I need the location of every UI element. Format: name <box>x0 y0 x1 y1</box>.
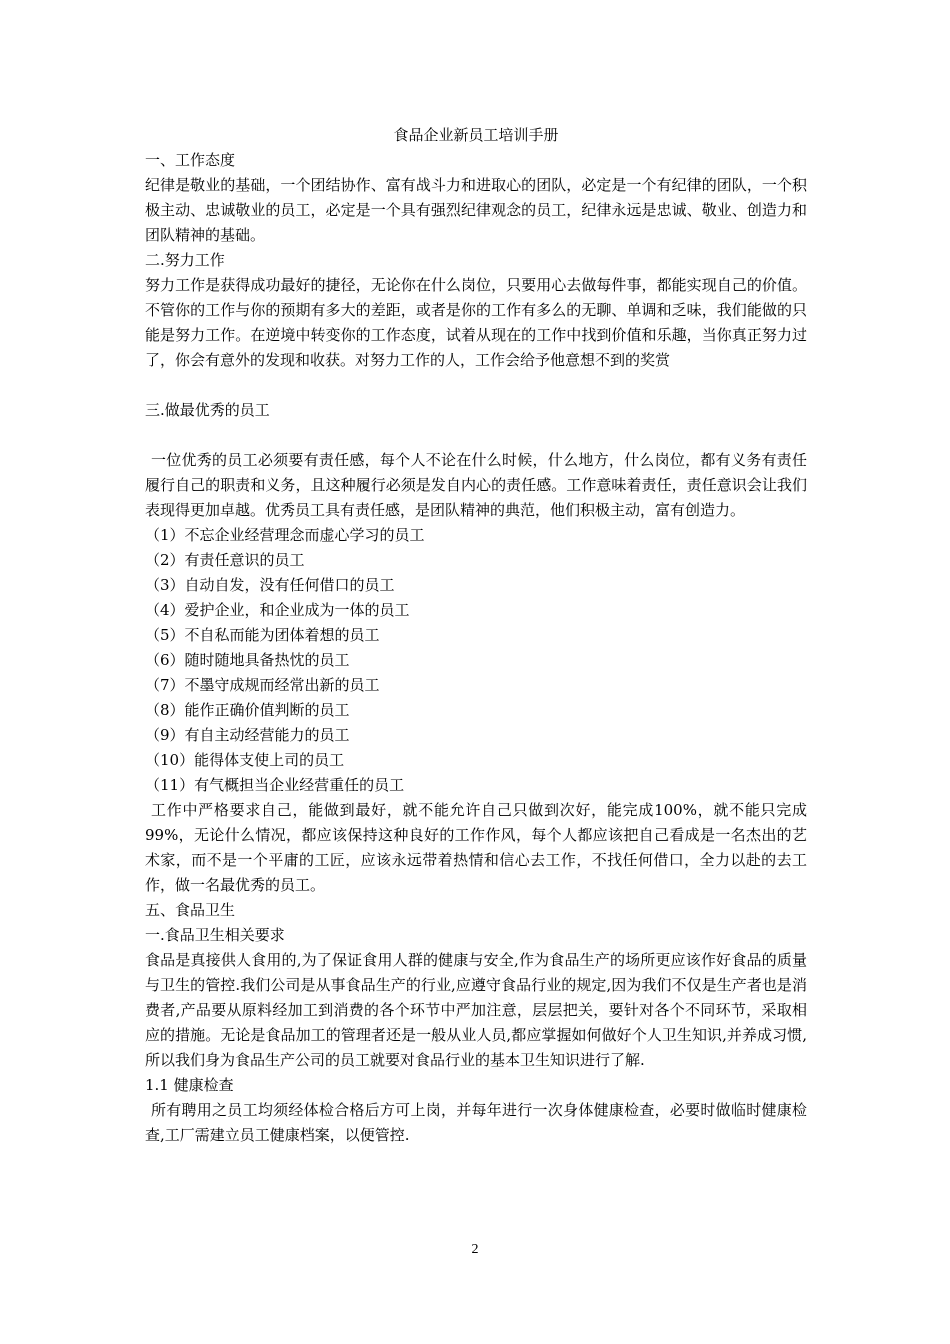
paragraph-work-hard: 努力工作是获得成功最好的捷径，无论你在什么岗位，只要用心去做每件事，都能实现自己的价值。不管你的工作与你的预期有多大的差距，或者是你的工作有多么的无聊、单调和乏味，我们能做的只能是努力工作。在逆境中转变你的工作态度，试着从现在的工作中找到价值和乐趣，当你真正努力过了，你会有意外的发现和收获。对努力工作的人，工作会给予他意想不到的奖赏 <box>145 276 807 369</box>
list-item: （7）不墨守成规而经常出新的员工 <box>145 676 380 694</box>
list-item: （9）有自主动经营能力的员工 <box>145 726 350 744</box>
list-item: （8）能作正确价值判断的员工 <box>145 701 350 719</box>
blank-line <box>145 423 807 448</box>
blank-line <box>145 373 807 398</box>
paragraph-responsibility: 一位优秀的员工必须要有责任感，每个人不论在什么时候，什么地方，什么岗位，都有义务有责任履行自己的职责和义务，且这种履行必须是发自内心的责任感。工作意味着责任，责任意识会让我们表现得更加卓越。优秀员工具有责任感，是团队精神的典范，他们积极主动，富有创造力。 <box>145 451 807 519</box>
page-number: 2 <box>471 1242 479 1257</box>
section-heading-work-hard: 二.努力工作 <box>145 251 225 269</box>
paragraph-strict-requirements: 工作中严格要求自己，能做到最好，就不能允许自己只做到次好，能完成100%，就不能只完成99%，无论什么情况，都应该保持这种良好的工作作风，每个人都应该把自己看成是一名杰出的艺术家，而不是一个平庸的工匠，应该永远带着热情和信心去工作，不找任何借口，全力以赴的去工作，做一名最优秀的员工。 <box>145 801 807 894</box>
list-item: （10）能得体支使上司的员工 <box>145 751 345 769</box>
subsection-heading-hygiene-requirements: 一.食品卫生相关要求 <box>145 926 285 944</box>
list-item: （6）随时随地具备热忱的员工 <box>145 651 350 669</box>
list-item: （11）有气概担当企业经营重任的员工 <box>145 776 405 794</box>
list-item: （5）不自私而能为团体着想的员工 <box>145 626 380 644</box>
list-item: （1）不忘企业经营理念而虚心学习的员工 <box>145 526 425 544</box>
paragraph-food-hygiene: 食品是真接供人食用的,为了保证食用人群的健康与安全,作为食品生产的场所更应该作好食品的质量与卫生的管控.我们公司是从事食品生产的行业,应遵守食品行业的规定,因为我们不仅是生产者也是消费者,产品要从原料经加工到消费的各个环节中严加注意，层层把关，要针对各个不同环节，采取相应的措施。无论是食品加工的管理者还是一般从业人员,都应掌握如何做好个人卫生知识,并养成习惯,所以我们身为食品生产公司的员工就要对食品行业的基本卫生知识进行了解. <box>145 951 807 1069</box>
section-heading-food-hygiene: 五、食品卫生 <box>145 901 236 919</box>
document-body <box>145 123 807 1148</box>
section-heading-work-attitude: 一、工作态度 <box>145 151 236 169</box>
section-heading-best-employee: 三.做最优秀的员工 <box>145 401 270 419</box>
paragraph-health-check: 所有聘用之员工均须经体检合格后方可上岗，并每年进行一次身体健康检查，必要时做临时健康检查,工厂需建立员工健康档案，以便管控. <box>145 1101 807 1144</box>
document-title: 食品企业新员工培训手册 <box>393 126 559 144</box>
paragraph-discipline: 纪律是敬业的基础，一个团结协作、富有战斗力和进取心的团队，必定是一个有纪律的团队，一个积极主动、忠诚敬业的员工，必定是一个具有强烈纪律观念的员工，纪律永远是忠诚、敬业、创造力和团队精神的基础。 <box>145 176 807 244</box>
employee-qualities-list <box>145 523 807 798</box>
list-item: （2）有责任意识的员工 <box>145 551 305 569</box>
list-item: （3）自动自发，没有任何借口的员工 <box>145 576 395 594</box>
list-item: （4）爱护企业，和企业成为一体的员工 <box>145 601 410 619</box>
subsection-heading-health-check: 1.1 健康检查 <box>145 1076 234 1094</box>
